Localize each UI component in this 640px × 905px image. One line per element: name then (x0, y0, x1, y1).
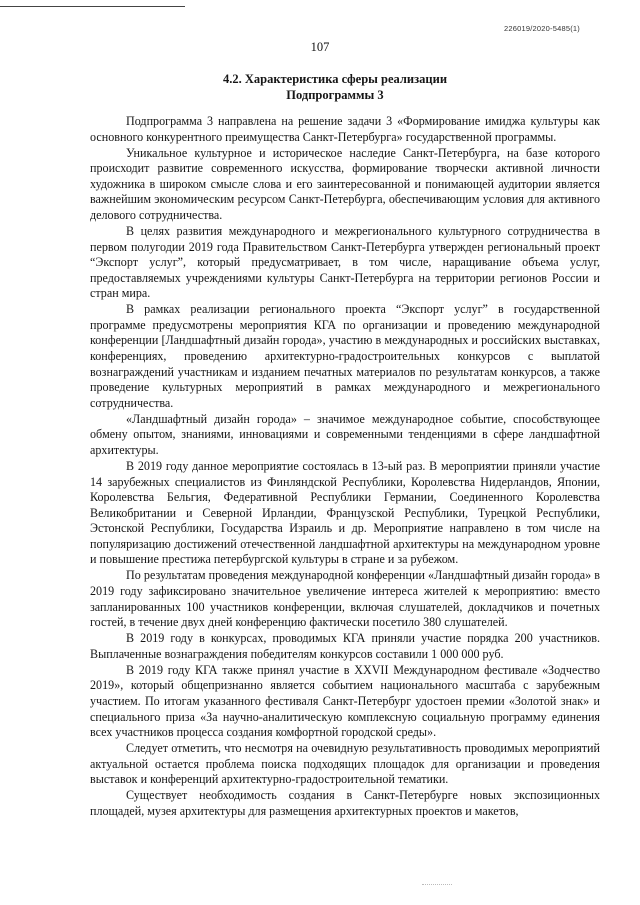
paragraph: Подпрограмма 3 направлена на решение задачи 3 «Формирование имиджа культуры как основного конкурентного преимущества Санкт-Петербурга» государственной программы. (90, 114, 600, 144)
document-body (90, 114, 600, 820)
paragraph: «Ландшафтный дизайн города» – значимое международное событие, способствующее обмену опытом, знаниями, инновациями и современными тенденциями в сфере ландшафтной архитектуры. (90, 411, 600, 457)
section-heading (90, 71, 580, 103)
paragraph: В 2019 году КГА также принял участие в XXVII Международном фестивале «Зодчество 2019», который общепризнанно является событием национального масштаба с зарубежным участием. По итогам указанного фестиваля Санкт-Петербург удостоен премии «Золотой знак» и специального приза «За научно-аналитическую комплексную социальную программу единения всех участников процесса создания комфортной городской среды». (90, 662, 600, 740)
paragraph: Следует отметить, что несмотря на очевидную результативность проводимых мероприятий актуальной остается проблема поиска подходящих площадок для организации и проведения выставок и конференций архитектурно-градостроительной тематики. (90, 741, 600, 787)
section-title-line-1: 4.2. Характеристика сферы реализации (222, 72, 448, 86)
top-rule (0, 6, 185, 7)
section-title-line-2: Подпрограммы 3 (286, 88, 384, 102)
paragraph: Существует необходимость создания в Санкт-Петербурге новых экспозиционных площадей, музея архитектуры для размещения архитектурных проектов и макетов, (90, 788, 600, 818)
paragraph: В рамках реализации регионального проекта “Экспорт услуг” в государственной программе предусмотрены мероприятия КГА по организации и проведению международной конференции [Ландшафтный дизайн города», участию в международных и российских выставках, конференциях, проведению архитектурно-градостроительных конкурсов с выплатой вознаграждений участникам и изданием печатных материалов по результатам конкурсов, а также проведение культурных мероприятий в рамках международного и межрегионального сотрудничества. (90, 302, 600, 410)
paragraph: По результатам проведения международной конференции «Ландшафтный дизайн города» в 2019 году зафиксировано значительное увеличение интереса жителей к мероприятию: вместо запланированных 100 участников конференции, включая слушателей, докладчиков и почетных гостей, в течение двух дней конференцию фактически посетило 380 слушателей. (90, 568, 600, 630)
scan-mark (422, 884, 452, 885)
paragraph: В 2019 году в конкурсах, проводимых КГА приняли участие порядка 200 участников. Выплаченные вознаграждения победителям конкурсов составили 1 000 000 руб. (90, 631, 600, 661)
document-id: 226019/2020-5485(1) (504, 24, 580, 33)
paragraph: Уникальное культурное и историческое наследие Санкт-Петербурга, на базе которого происходит развитие современного искусства, формирование творчески активной личности художника в широком смысле слова и его заинтересованной и понимающей аудитории является важнейшим экономическим ресурсом Санкт-Петербурга, обеспечивающим условия для активного делового сотрудничества. (90, 145, 600, 222)
paragraph: В 2019 году данное мероприятие состоялась в 13-ый раз. В мероприятии приняли участие 14 зарубежных специалистов из Финляндской Республики, Королевства Нидерландов, Японии, Королевства Бельгия, Федеративной Республики Германии, Соединенного Королевства Великобритании и Северной Ирландии, Французской Республики, Турецкой Республики, Эстонской Республики, Государства Израиль и др. Мероприятие направлено в том числе на популяризацию достижений отечественной ландшафтной архитектуры на международном уровне и повышение престижа петербургской культуры в стране и за рубежом. (90, 459, 600, 567)
paragraph: В целях развития международного и межрегионального культурного сотрудничества в первом полугодии 2019 года Правительством Санкт-Петербурга утвержден региональный проект “Экспорт услуг”, который предусматривает, в том числе, наращивание объема услуг, предоставляемых учреждениями культуры Санкт-Петербурга на территории регионов России и стран мира. (90, 224, 600, 301)
page-number: 107 (310, 40, 330, 54)
